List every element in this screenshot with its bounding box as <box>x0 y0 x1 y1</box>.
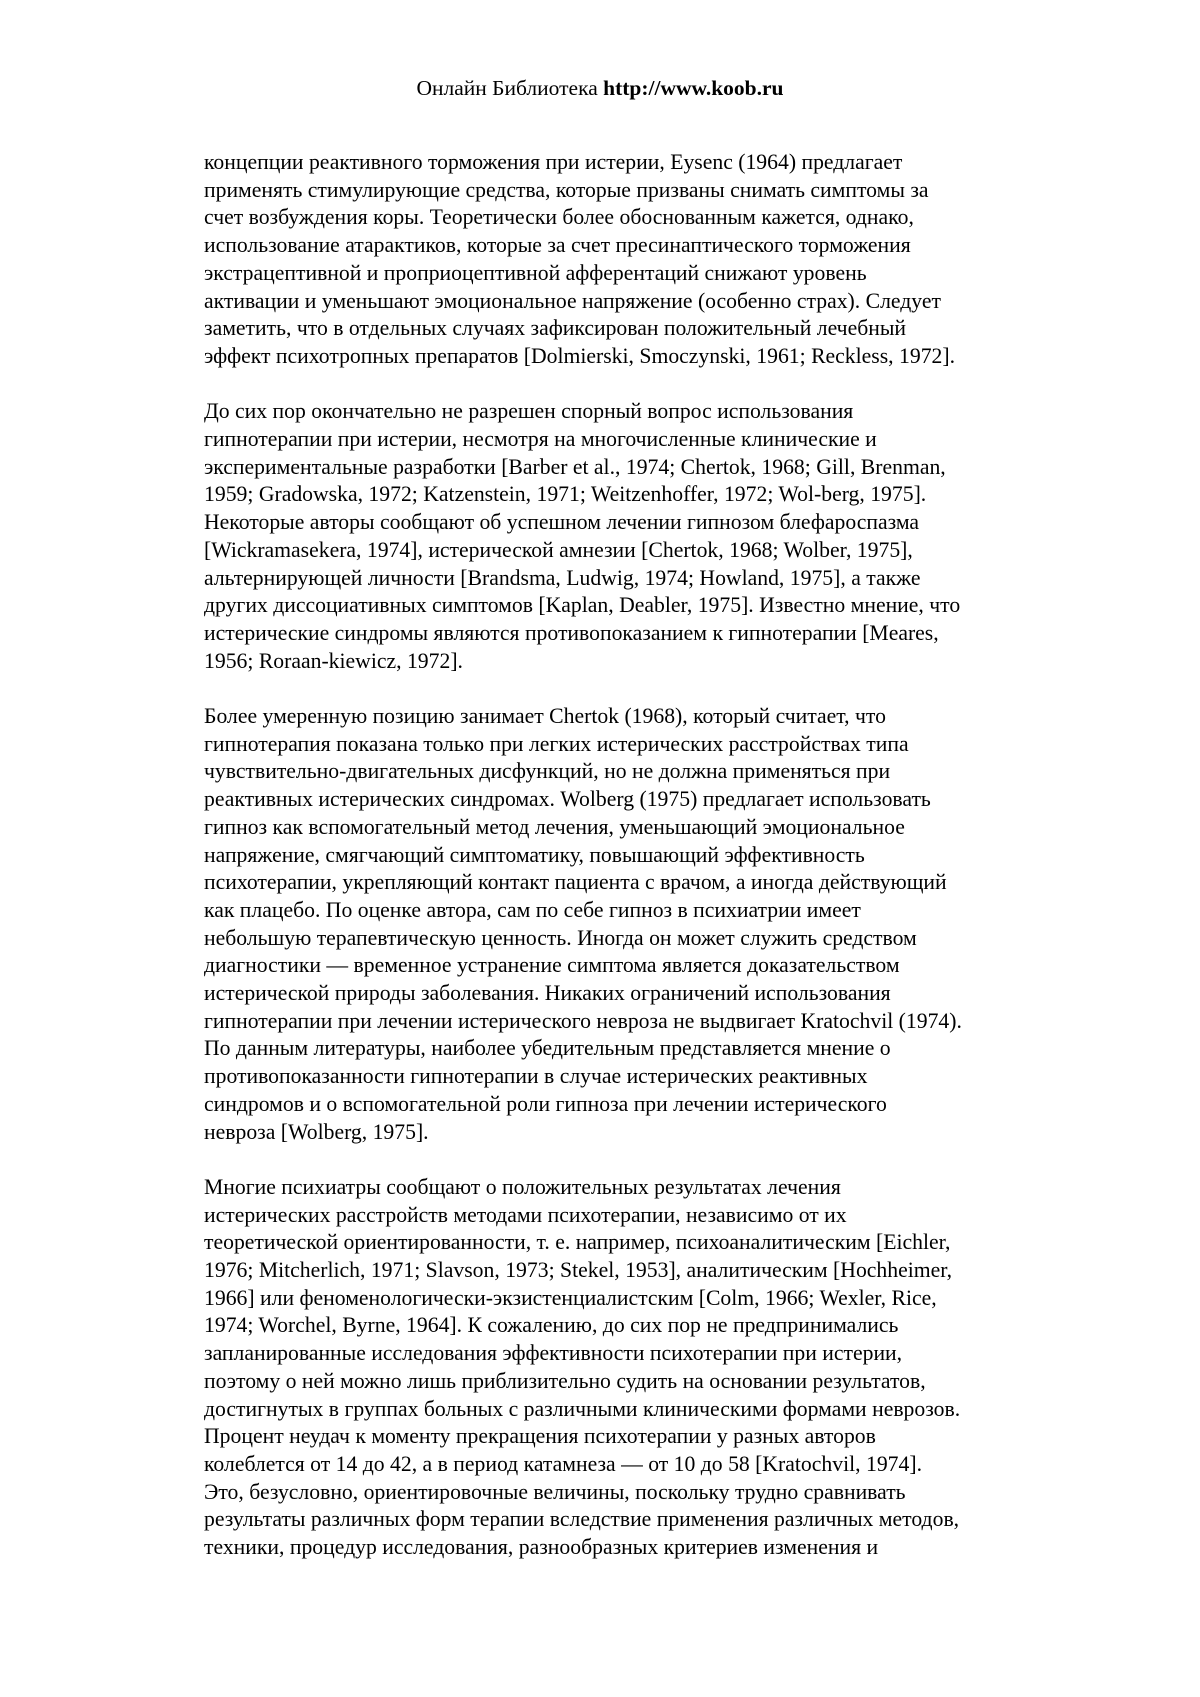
text-line: гипнотерапии при лечении истерического невроза не выдвигает Kratochvil (1974). <box>204 1008 962 1033</box>
text-line: заметить, что в отдельных случаях зафиксирован положительный лечебный <box>204 316 907 341</box>
text-line: Это, безусловно, ориентировочные величины, поскольку трудно сравнивать <box>204 1479 906 1504</box>
paragraph-spacer <box>204 1146 1084 1174</box>
text-line: синдромов и о вспомогательной роли гипноза при лечении истерического <box>204 1091 887 1116</box>
text-line: гипнотерапия показана только при легких истерических расстройствах типа <box>204 731 909 756</box>
text-line: гипнотерапии при истерии, несмотря на многочисленные клинические и <box>204 427 877 452</box>
text-line: [Wickramasekera, 1974], истерической амнезии [Chertok, 1968; Wolber, 1975], <box>204 537 913 562</box>
paragraph-spacer <box>204 675 1084 703</box>
text-line: поэтому о ней можно лишь приблизительно судить на основании результатов, <box>204 1368 926 1393</box>
page-header <box>0 74 1200 102</box>
text-line: экстрацептивной и проприоцептивной афферентаций снижают уровень <box>204 260 867 285</box>
text-line: невроза [Wolberg, 1975]. <box>204 1119 429 1144</box>
header-library-label: Онлайн Библиотека <box>416 76 604 100</box>
text-line: противопоказанности гипнотерапии в случае истерических реактивных <box>204 1064 868 1089</box>
header-site-link[interactable]: http://www.koob.ru <box>603 76 784 100</box>
text-line: психотерапии, укрепляющий контакт пациента с врачом, а иногда действующий <box>204 870 947 895</box>
text-line: диагностики — временное устранение симптома является доказательством <box>204 953 900 978</box>
text-line: альтернирующей личности [Brandsma, Ludwig, 1974; Howland, 1975], а также <box>204 565 921 590</box>
paragraph-2 <box>204 398 1084 675</box>
paragraph-3 <box>204 703 1084 1146</box>
text-line: 1976; Mitcherlich, 1971; Slavson, 1973; Stekel, 1953], аналитическим [Hochheimer, <box>204 1258 953 1283</box>
text-line: чувствительно-двигательных дисфункций, но не должна применяться при <box>204 759 891 784</box>
paragraph-4 <box>204 1174 1084 1562</box>
text-line: экспериментальные разработки [Barber et al., 1974; Chertok, 1968; Gill, Brenman, <box>204 454 946 479</box>
text-line: По данным литературы, наиболее убедительным представляется мнение о <box>204 1036 891 1061</box>
text-line: как плацебо. По оценке автора, сам по себе гипноз в психиатрии имеет <box>204 897 861 922</box>
text-line: 1974; Worchel, Byrne, 1964]. К сожалению, до сих пор не предпринимались <box>204 1313 899 1338</box>
text-line: напряжение, смягчающий симптоматику, повышающий эффективность <box>204 842 865 867</box>
text-line: эффект психотропных препаратов [Dolmierski, Smoczynski, 1961; Reckless, 1972]. <box>204 343 956 368</box>
text-line: гипноз как вспомогательный метод лечения, уменьшающий эмоциональное <box>204 814 905 839</box>
text-line: применять стимулирующие средства, которые призваны снимать симптомы за <box>204 177 929 202</box>
text-line: запланированные исследования эффективности психотерапии при истерии, <box>204 1341 903 1366</box>
text-line: До сих пор окончательно не разрешен спорный вопрос использования <box>204 399 854 424</box>
text-line: истерические синдромы являются противопоказанием к гипнотерапии [Meares, <box>204 620 939 645</box>
text-line: счет возбуждения коры. Теоретически более обоснованным кажется, однако, <box>204 205 914 230</box>
text-line: 1966] или феноменологически-экзистенциалистским [Colm, 1966; Wexler, Rice, <box>204 1285 937 1310</box>
text-line: других диссоциативных симптомов [Kaplan, Deabler, 1975]. Известно мнение, что <box>204 593 961 618</box>
text-line: Процент неудач к моменту прекращения психотерапии у разных авторов <box>204 1424 876 1449</box>
paragraph-spacer <box>204 371 1084 399</box>
text-line: небольшую терапевтическую ценность. Иногда он может служить средством <box>204 925 917 950</box>
text-line: результаты различных форм терапии вследствие применения различных методов, <box>204 1507 960 1532</box>
text-line: колеблется от 14 до 42, а в период катамнеза — от 10 до 58 [Kratochvil, 1974]. <box>204 1452 923 1476</box>
text-line: достигнутых в группах больных с различными клиническими формами неврозов. <box>204 1396 961 1421</box>
text-line: использование атарактиков, которые за счет пресинаптического торможения <box>204 233 911 258</box>
text-line: техники, процедур исследования, разнообразных критериев изменения и <box>204 1535 879 1560</box>
paragraph-1 <box>204 149 1084 371</box>
text-line: 1959; Gradowska, 1972; Katzenstein, 1971; Weitzenhoffer, 1972; Wol-berg, 1975]. <box>204 482 927 507</box>
document-body <box>204 149 1084 1562</box>
text-line: концепции реактивного торможения при истерии, Eysenc (1964) предлагает <box>204 150 903 174</box>
text-line: 1956; Roraan-kiewicz, 1972]. <box>204 648 463 673</box>
text-line: Многие психиатры сообщают о положительных результатах лечения <box>204 1174 841 1199</box>
text-line: Более умеренную позицию занимает Chertok (1968), который считает, что <box>204 704 886 729</box>
text-line: активации и уменьшают эмоциональное напряжение (особенно страх). Следует <box>204 288 941 313</box>
text-line: истерической природы заболевания. Никаких ограничений использования <box>204 981 891 1006</box>
text-line: теоретической ориентированности, т. е. например, психоаналитическим [Eichler, <box>204 1230 951 1255</box>
text-line: Некоторые авторы сообщают об успешном лечении гипнозом блефароспазма <box>204 510 920 535</box>
text-line: истерических расстройств методами психотерапии, независимо от их <box>204 1202 847 1227</box>
text-line: реактивных истерических синдромах. Wolberg (1975) предлагает использовать <box>204 787 931 812</box>
